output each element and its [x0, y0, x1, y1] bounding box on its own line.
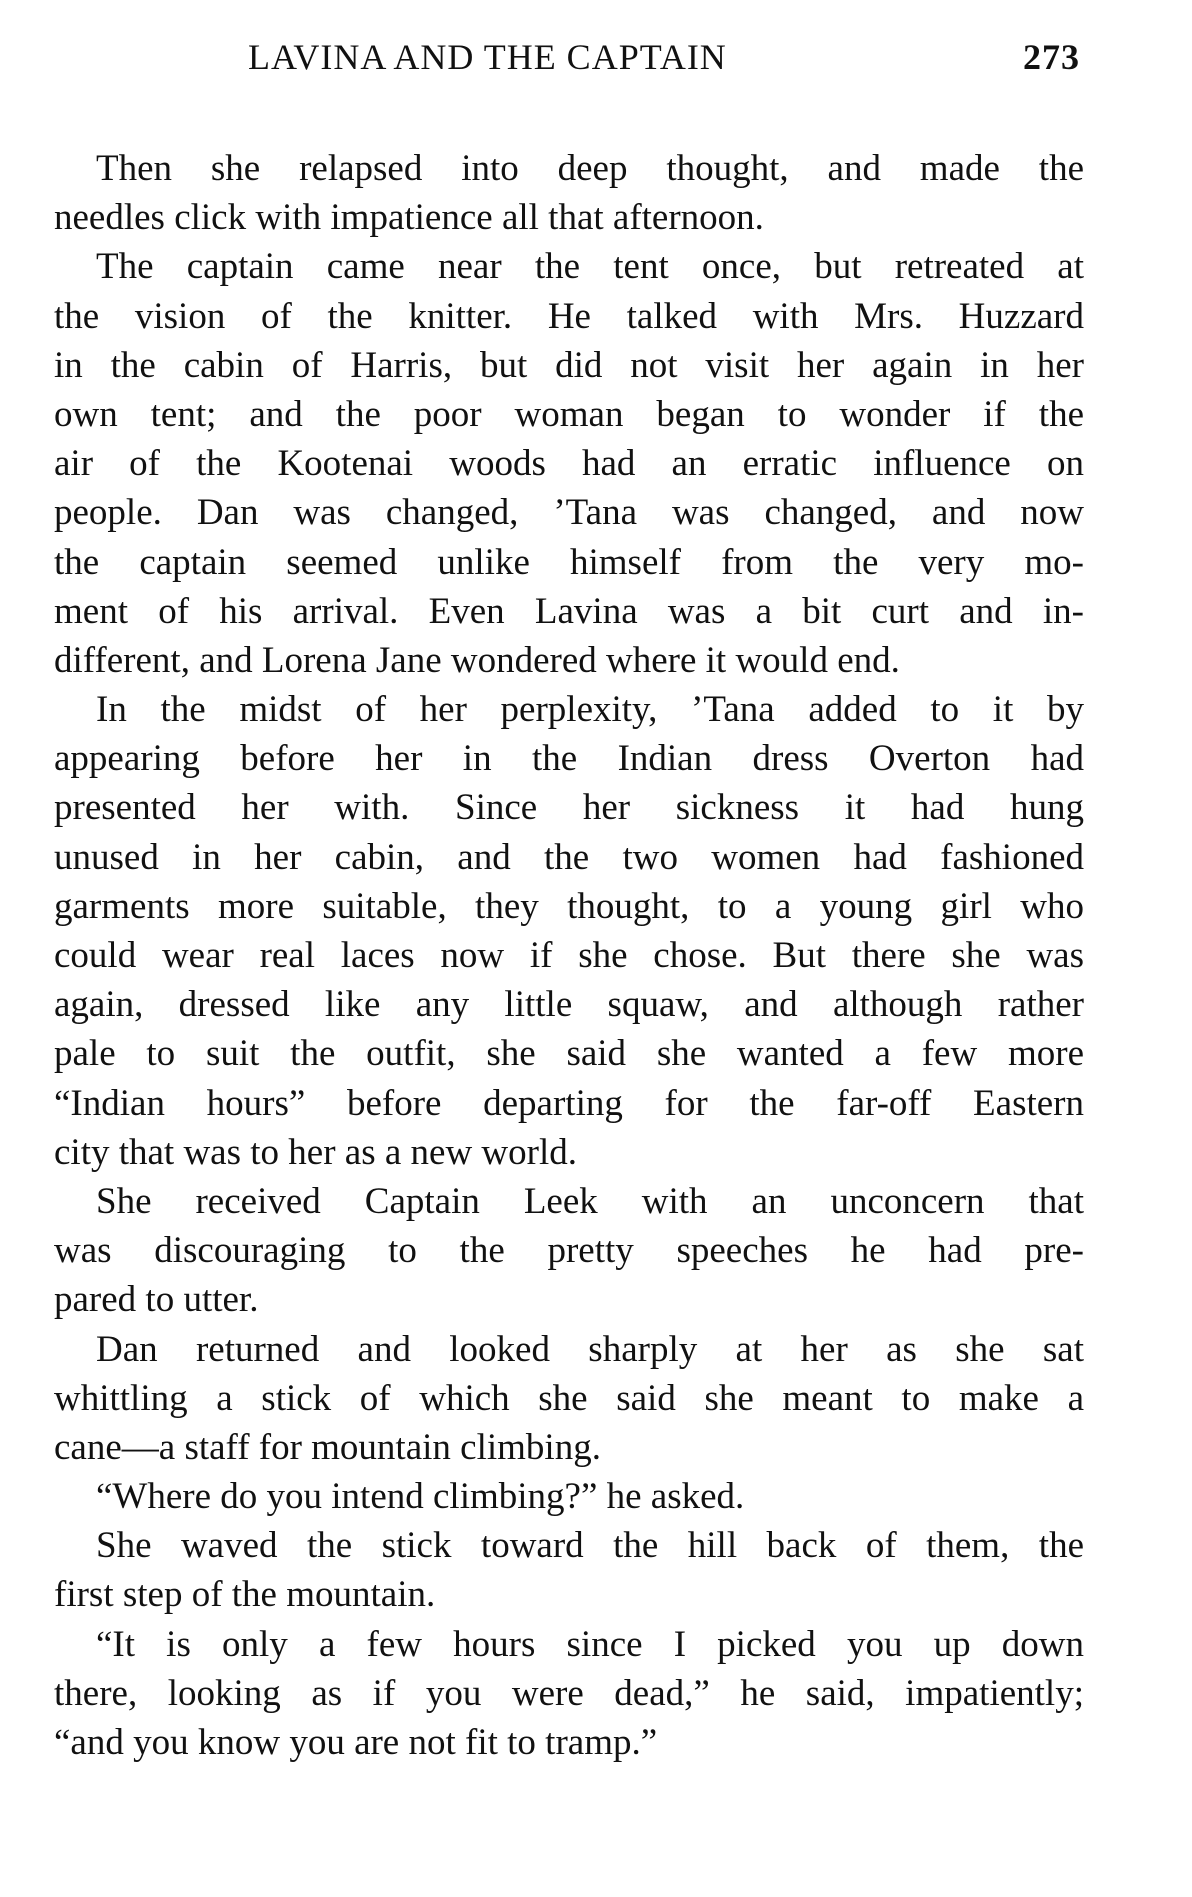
text-line: air of the Kootenai woods had an erratic influence on [54, 443, 1084, 485]
text-line: garments more suitable, they thought, to a young girl who [54, 885, 1084, 927]
text-line: could wear real laces now if she chose. But there she was [54, 935, 1084, 976]
page-number: 273 [1023, 37, 1080, 77]
text-line: cane—a staff for mountain climbing. [54, 1426, 601, 1468]
text-line: city that was to her as a new world. [54, 1131, 577, 1173]
text-line: “Indian hours” before departing for the far-off Eastern [54, 1082, 1084, 1124]
text-line: own tent; and the poor woman began to wonder if the [54, 393, 1084, 435]
text-line: unused in her cabin, and the two women had fashioned [54, 836, 1084, 878]
text-line: pale to suit the outfit, she said she wanted a few more [54, 1033, 1084, 1075]
text-line: presented her with. Since her sickness it had hung [54, 787, 1084, 829]
text-line: in the cabin of Harris, but did not visit her again in her [54, 344, 1084, 386]
text-line: Dan returned and looked sharply at her as she sat [96, 1328, 1084, 1370]
book-page [54, 30, 1084, 1767]
running-title: LAVINA AND THE CAPTAIN [248, 37, 727, 77]
text-line: people. Dan was changed, ’Tana was changed, and now [54, 492, 1084, 534]
text-line: was discouraging to the pretty speeches he had pre- [54, 1230, 1084, 1272]
text-line: again, dressed like any little squaw, and although rather [54, 984, 1084, 1026]
text-line: “Where do you intend climbing?” he asked. [96, 1476, 745, 1518]
text-line: The captain came near the tent once, but retreated at [96, 246, 1084, 288]
text-line: different, and Lorena Jane wondered where it would end. [54, 639, 900, 681]
running-header [54, 30, 1084, 86]
text-line: Then she relapsed into deep thought, and made the [96, 148, 1084, 189]
text-line: “It is only a few hours since I picked you up down [96, 1623, 1084, 1665]
text-line: first step of the mountain. [54, 1574, 436, 1616]
text-line: appearing before her in the Indian dress Overton had [54, 738, 1084, 780]
text-line: pared to utter. [54, 1279, 259, 1321]
text-line: She received Captain Leek with an unconcern that [96, 1180, 1084, 1222]
text-line: needles click with impatience all that afternoon. [54, 197, 764, 239]
text-line: ment of his arrival. Even Lavina was a bit curt and in- [54, 590, 1084, 632]
body-text [54, 144, 1084, 1767]
text-line: the vision of the knitter. He talked with Mrs. Huzzard [54, 295, 1084, 337]
text-line: the captain seemed unlike himself from the very mo- [54, 541, 1084, 583]
text-line: whittling a stick of which she said she meant to make a [54, 1377, 1084, 1419]
text-line: In the midst of her perplexity, ’Tana added to it by [96, 689, 1084, 731]
text-line: “and you know you are not fit to tramp.” [54, 1722, 658, 1763]
text-line: She waved the stick toward the hill back of them, the [96, 1525, 1084, 1567]
text-line: there, looking as if you were dead,” he said, impatiently; [54, 1672, 1084, 1714]
